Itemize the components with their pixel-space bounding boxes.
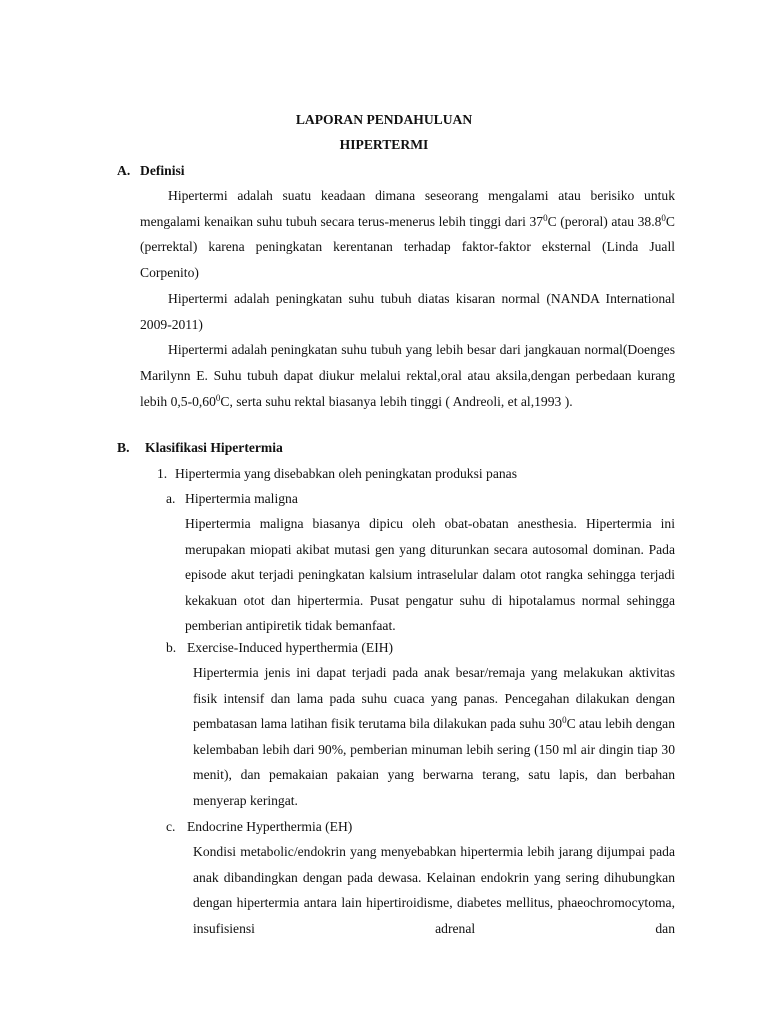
- item-1-text: Hipertermia yang disebabkan oleh peningkatan produksi panas: [175, 466, 518, 481]
- subitem-c-heading: [166, 819, 352, 835]
- subitem-c-title: Endocrine Hyperthermia (EH): [187, 819, 353, 834]
- subitem-c-marker: c.: [166, 819, 176, 834]
- subitem-b-title: Exercise-Induced hyperthermia (EIH): [187, 640, 394, 655]
- document-title: LAPORAN PENDAHULUAN: [295, 112, 473, 127]
- subitem-c-body: Kondisi metabolic/endokrin yang menyebabkan hipertermia lebih jarang dijumpai pada anak dibandingkan dengan pada dewasa. Kelainan endokrin yang sering dihubungkan dengan hipertermia antara lain hipertiroidisme, diabetes mellitus, phaeochromocytoma, insufisiensi adrenal dan: [193, 844, 675, 936]
- section-a-marker: A.: [117, 163, 131, 178]
- subitem-a-title: Hipertermia maligna: [185, 491, 298, 506]
- section-a-heading: [117, 163, 185, 179]
- definition-paragraph-2: Hipertermi adalah peningkatan suhu tubuh diatas kisaran normal (NANDA International 2009-2011): [140, 290, 675, 332]
- item-1-marker: 1.: [157, 466, 168, 481]
- definition-paragraph-3: Hipertermi adalah peningkatan suhu tubuh yang lebih besar dari jangkauan normal(Doenges Marilynn E. Suhu tubuh dapat diukur melalui rektal,oral atau aksila,dengan perbedaan kurang lebih 0,5-0,60$^0$C, serta suhu rektal biasanya lebih tinggi ( Andreoli, et al,1993 ).: [140, 342, 675, 409]
- section-b-title: Klasifikasi Hipertermia: [145, 440, 283, 455]
- classification-item-1: [157, 466, 517, 482]
- subitem-b-body: Hipertermia jenis ini dapat terjadi pada anak besar/remaja yang melakukan aktivitas fisik intensif dan lama pada suhu cuaca yang panas. Pencegahan dilakukan dengan pembatasan lama latihan fisik terutama bila dilakukan pada suhu $30^0C$ atau lebih dengan kelembaban lebih dari 90%, pemberian minuman lebih sering (150 ml air dingin tiap 30 menit), dan pemakaian pakaian yang berwarna terang, satu lapis, dan berbahan menyerap keringat.: [193, 665, 675, 808]
- subitem-b-marker: b.: [166, 640, 177, 655]
- subitem-a-body: Hipertermia maligna biasanya dipicu oleh obat-obatan anesthesia. Hipertermia ini merupakan miopati akibat mutasi gen yang diturunkan secara autosomal dominan. Pada episode akut terjadi peningkatan kalsium intraselular dalam otot rangka sehingga terjadi kekakuan otot dan hipertermia. Pusat pengatur suhu di hipotalamus normal sehingga pemberian antipiretik tidak bemanfaat.: [185, 516, 675, 633]
- section-a-title: Definisi: [140, 163, 185, 178]
- subitem-a-marker: a.: [166, 491, 176, 506]
- section-a-body: [140, 183, 675, 414]
- subitem-b-heading: [166, 640, 393, 656]
- subitem-a-heading: [166, 491, 298, 507]
- definition-paragraph-1: Hipertermi adalah suatu keadaan dimana seseorang mengalami atau berisiko untuk mengalami kenaikan suhu tubuh secara terus-menerus lebih tinggi dari $37^0C$ (peroral) atau 38.8$^0$C (perrektal) karena peningkatan kerentanan terhadap faktor-faktor eksternal (Linda Juall Corpenito): [140, 188, 675, 281]
- section-b-marker: B.: [117, 440, 130, 455]
- document-subtitle: HIPERTERMI: [339, 137, 429, 152]
- section-b-heading: [117, 440, 283, 456]
